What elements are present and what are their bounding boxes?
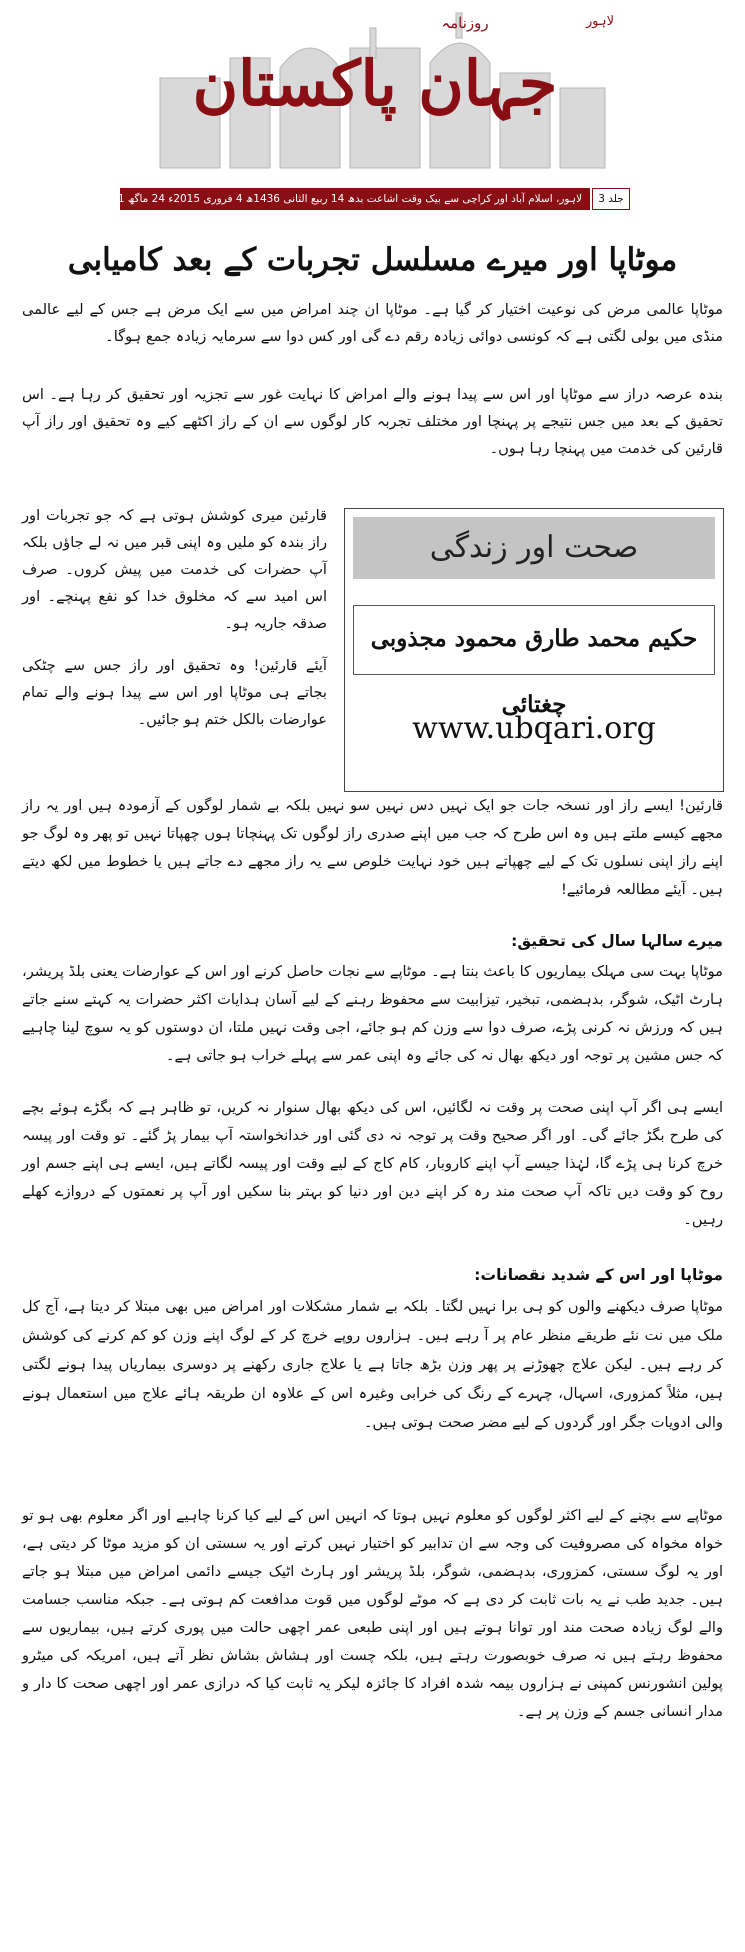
- intro-paragraph-2: بندہ عرصہ دراز سے موٹاپا اور اس سے پیدا ہونے والے امراض کا نہایت غور سے تجزیہ اور تحقیق کر رہا ہے۔ اس تحقیق کے بعد میں جس نتیجے پر پہنچا اور مختلف تجربہ کار لوگوں سے ان کے راز اکٹھے کیے وہ تحقیق اور راز آپ قارئین کی خدمت میں پہنچا رہا ہوں۔: [22, 386, 723, 457]
- masthead-volume: جلد 3: [592, 188, 630, 210]
- masthead-subtitle: روزنامہ: [441, 14, 489, 32]
- column-author: حکیم محمد طارق محمود مجذوبی چغتائی: [353, 605, 715, 675]
- section2-paragraph-1: موٹاپا صرف دیکھنے والوں کو ہی برا نہیں لگتا۔ بلکہ بے شمار مشکلات اور امراض میں بھی مبتلا کر دیتا ہے، آج کل ملک میں نت نئے طریقے منظر عام پر آ رہے ہیں۔ ہزاروں روپے خرچ کر کے لوگ اپنے وزن کو کم کرنے کی کوشش کر رہے ہیں۔ لیکن علاج چھوڑنے پر پھر وزن بڑھ جاتا ہے یا علاج جاری رکھنے پر دوسری بیماریاں پیدا ہونے لگتی ہیں، مثلاً کمزوری، اسہال، چہرے کے رنگ کی خرابی وغیرہ اس کے علاوہ ان طریقہ ہائے علاج میں استعمال ہونے والی ادویات جگر اور گردوں کے لیے مضر صحت ہوتی ہیں۔: [22, 1298, 723, 1431]
- article-headline: موٹاپا اور میرے مسلسل تجربات کے بعد کامیابی: [67, 242, 678, 278]
- section1-paragraph-2: ایسے ہی اگر آپ اپنی صحت پر وقت نہ لگائیں، اس کی دیکھ بھال سنوار نہ کریں، تو ظاہر ہے کہ بگڑے ہوئے بچے کی طرح بگڑ جائے گی۔ اور اگر صحیح وقت پر توجہ نہ دی گئی اور خدانخواستہ آپ بیمار پڑ گئے۔ تو وقت اور پیسہ خرچ کرنا ہی پڑے گا، لہٰذا جیسے آپ اپنے کاروبار، کام کاج کے لیے وقت اور پیسہ لگاتے ہیں، ایسے ہی اپنے جسم اور روح کو وقت دیں تاکہ آپ صحت مند رہ کر اپنے دین اور دنیا کو بہتر بنا سکیں اور آپ پر نعمتوں کے دروازے کھلے رہیں۔: [22, 1099, 723, 1228]
- section1-paragraph-1: موٹاپا بہت سی مہلک بیماریوں کا باعث بنتا ہے۔ موٹاپے سے نجات حاصل کرنے اور اس کے عوارضات یعنی بلڈ پریشر، ہارٹ اٹیک، شوگر، بدہضمی، تبخیر، تیزابیت سے محفوظ رہنے کے لیے آسان ہدایات اکثر حضرات یہ کہتے سنے جاتے ہیں کہ ورزش نہ کرنی پڑے، صرف دوا سے وزن کم ہو جائے، اجی وقت نہیں ملتا، ان دوستوں کو یہ سوچ لینا چاہیے کہ جس مشین پر توجہ اور دیکھ بھال نہ کی جائے وہ اپنی عمر سے پہلے خراب ہو جاتی ہے۔: [22, 963, 723, 1064]
- masthead: [87, 8, 630, 205]
- intro-paragraph-1: موٹاپا عالمی مرض کی نوعیت اختیار کر گیا ہے۔ موٹاپا ان چند امراض میں سے ایک مرض ہے جس کے لیے عالمی منڈی میں بولی لگتی ہے کہ کونسی دوائی زیادہ رقم دے گی اور کس دوا سے سرمایہ زیادہ جمع ہوگا۔: [22, 301, 723, 345]
- column-heading: صحت اور زندگی: [353, 517, 715, 579]
- section2-paragraph-2: موٹاپے سے بچنے کے لیے اکثر لوگوں کو معلوم نہیں ہوتا کہ انہیں اس کے لیے کیا کرنا چاہیے اور اگر معلوم بھی ہو تو خواہ مخواہ کی مصروفیت کی وجہ سے ان تدابیر کو اختیار نہیں کرتے اور یہ سستی ان کو مزید موٹا کر دیتی ہے، اور یہ لوگ سستی، کمزوری، بدہضمی، شوگر، بلڈ پریشر اور ہارٹ اٹیک جیسے دائمی امراض میں مبتلا ہو جاتے ہیں۔ جدید طب نے یہ بات ثابت کر دی ہے کہ موٹے لوگوں میں قوت مدافعت کم ہوتی ہے۔ جبکہ مناسب جسامت والے لوگ زیادہ صحت مند اور توانا ہوتے ہیں اور اپنی طبعی عمر اچھی حالت میں پوری کرتے ہیں، بیماریوں سے محفوظ رہتے ہیں نہ صرف خوبصورت رہتے ہیں، بلکہ چست اور ہشاش بشاش نظر آتے ہیں، امریکہ کی میٹرو پولین انشورنس کمپنی نے ہزاروں بیمہ شدہ افراد کا جائزہ لیکر یہ ثابت کیا کہ درازی عمر اور اچھی صحت کا دار و مدار انسانی جسم کے وزن پر ہے۔: [22, 1507, 723, 1720]
- masthead-city: لاہور: [585, 14, 615, 29]
- section2-title: موٹاپا اور اس کے شدید نقصانات:: [474, 1266, 723, 1284]
- section1-title: میرے سالہا سال کی تحقیق:: [511, 932, 723, 950]
- column-url: www.ubqari.org: [412, 711, 656, 746]
- after-box-paragraph: قارئین! ایسے راز اور نسخہ جات جو ایک نہیں دس نہیں سو نہیں بلکہ بے شمار لوگوں کے آزمودہ ہیں اور یہ راز مجھے کیسے ملتے ہیں وہ اس طرح کہ جب میں اپنے صدری راز لوگوں تک پہنچاتا ہوں چھپاتا نہیں تو پھر وہ لوگ جو اپنے راز اپنی نسلوں تک کے لیے چھپاتے ہیں خود نہایت خلوص سے یہ راز مجھے دے جاتے ہیں یا خطوط میں لکھ دیتے ہیں۔ آیئے مطالعہ فرمائیے!: [22, 797, 723, 898]
- column-paragraph-2: آیئے قارئین! وہ تحقیق اور راز جس سے چٹکی بجاتے ہی موٹاپا اور اس سے پیدا ہونے والے تمام عوارضات بالکل ختم ہو جائیں۔: [22, 657, 327, 728]
- masthead-title: جہان پاکستان: [192, 47, 558, 120]
- masthead-dateline: لاہور، اسلام آباد اور کراچی سے بیک وقت اشاعت بدھ 14 ربیع الثانی 1436ھ 4 فروری 2015ء 24 ماگھ 2071ب: [120, 188, 590, 210]
- column-box: [344, 508, 724, 792]
- column-paragraph-1: قارئین میری کوشش ہوتی ہے کہ جو تجربات اور راز بندہ کو ملیں وہ اپنی قبر میں نہ لے جاؤں بلکہ آپ حضرات کی خدمت میں پیش کروں۔ صرف اس امید سے کہ مخلوق خدا کو نفع پہنچے۔ اور صدقہ جاریہ ہو۔: [22, 507, 327, 632]
